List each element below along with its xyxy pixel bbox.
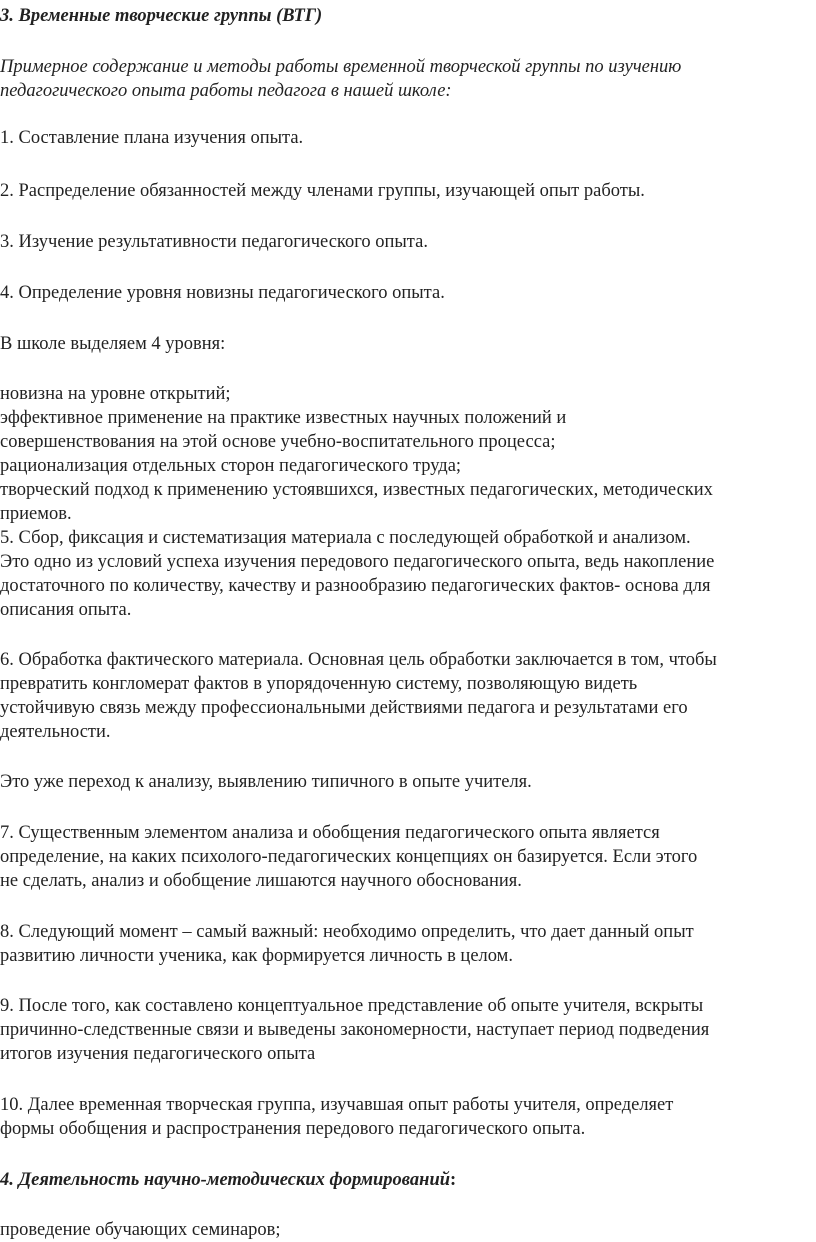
list-item-1: 1. Составление плана изучения опыта. (0, 128, 304, 148)
list-item-5-line-1: 5. Сбор, фиксация и систематизация материала с последующей обработкой и анализом. (0, 528, 691, 548)
section-heading-3: 3. Временные творческие группы (ВТГ) (0, 6, 323, 26)
list-item-9-line-1: 9. После того, как составлено концептуальное представление об опыте учителя, вскрыты (0, 996, 704, 1016)
list-item-6-line-1: 6. Обработка фактического материала. Основная цель обработки заключается в том, чтобы (0, 650, 717, 670)
level-line-3: совершенствования на этой основе учебно-воспитательного процесса; (0, 432, 556, 452)
list-item-5-line-2: Это одно из условий успеха изучения передового педагогического опыта, ведь накопление (0, 552, 715, 572)
list-item-3: 3. Изучение результативности педагогического опыта. (0, 232, 428, 252)
intro-line-1: Примерное содержание и методы работы временной творческой группы по изучению (0, 57, 682, 77)
list-item-5-line-4: описания опыта. (0, 600, 132, 620)
level-line-1: новизна на уровне открытий; (0, 384, 231, 404)
list-item-2: 2. Распределение обязанностей между членами группы, изучающей опыт работы. (0, 181, 645, 201)
list-item-8-line-1: 8. Следующий момент – самый важный: необходимо определить, что дает данный опыт (0, 922, 694, 942)
transition-text: Это уже переход к анализу, выявлению типичного в опыте учителя. (0, 772, 532, 792)
level-line-5: творческий подход к применению устоявшихся, известных педагогических, методических (0, 480, 713, 500)
intro-line-2: педагогического опыта работы педагога в нашей школе: (0, 81, 452, 101)
list-item-7-line-2: определение, на каких психолого-педагогических концепциях он базируется. Если этого (0, 847, 698, 867)
list-item-7-line-3: не сделать, анализ и обобщение лишаются научного обоснования. (0, 871, 522, 891)
list-item-10-line-2: формы обобщения и распространения передового педагогического опыта. (0, 1119, 586, 1139)
list-item-4: 4. Определение уровня новизны педагогического опыта. (0, 283, 445, 303)
list-item-6-line-2: превратить конгломерат фактов в упорядоченную систему, позволяющую видеть (0, 674, 638, 694)
levels-intro: В школе выделяем 4 уровня: (0, 334, 226, 354)
level-line-4: рационализация отдельных сторон педагогического труда; (0, 456, 462, 476)
level-line-2: эффективное применение на практике известных научных положений и (0, 408, 567, 428)
section-heading-4 (0, 1168, 456, 1192)
level-line-6: приемов. (0, 504, 72, 524)
section-heading-4-text: 4. Деятельность научно-методических формирований (0, 1170, 451, 1190)
list-item-5-line-3: достаточного по количеству, качеству и разнообразию педагогических фактов- основа для (0, 576, 711, 596)
list-item-6-line-3: устойчивую связь между профессиональными действиями педагога и результатами его (0, 698, 688, 718)
activity-item-1: проведение обучающих семинаров; (0, 1220, 281, 1240)
list-item-9-line-2: причинно-следственные связи и выведены закономерности, наступает период подведения (0, 1020, 710, 1040)
list-item-6-line-4: деятельности. (0, 722, 111, 742)
section-heading-4-colon: : (450, 1170, 457, 1190)
list-item-10-line-1: 10. Далее временная творческая группа, изучавшая опыт работы учителя, определяет (0, 1095, 674, 1115)
list-item-7-line-1: 7. Существенным элементом анализа и обобщения педагогического опыта является (0, 823, 660, 843)
list-item-9-line-3: итогов изучения педагогического опыта (0, 1044, 316, 1064)
list-item-8-line-2: развитию личности ученика, как формируется личность в целом. (0, 946, 514, 966)
